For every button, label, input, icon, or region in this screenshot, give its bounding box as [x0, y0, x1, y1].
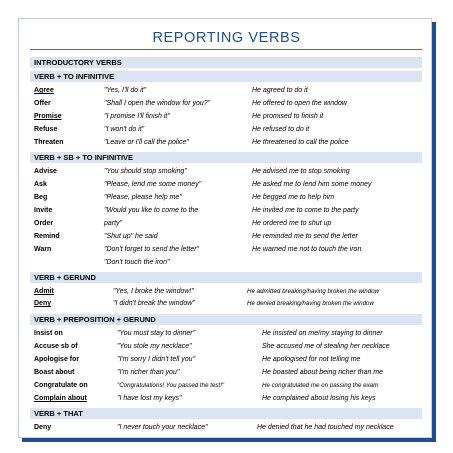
- verb-cell: Ask: [34, 181, 47, 188]
- example-cell: "Would you like to come to the: [104, 207, 199, 214]
- table-row: [0, 204, 453, 217]
- reported-cell: He refused to do it: [252, 126, 310, 133]
- section-heading: VERB + PREPOSITION + GERUND: [34, 315, 156, 324]
- verb-cell: Advise: [34, 168, 57, 175]
- section-heading: VERB + THAT: [34, 409, 83, 418]
- verb-cell: Threaten: [34, 139, 64, 146]
- table-row: [0, 379, 453, 392]
- section-heading: VERB + GERUND: [34, 273, 96, 282]
- reported-cell: He admitted breaking/having broken the window: [247, 288, 380, 295]
- verb-cell: Deny: [34, 300, 52, 307]
- verb-cell: Agree: [34, 87, 54, 94]
- verb-cell: Promise: [34, 113, 62, 120]
- table-row: [0, 191, 453, 204]
- verb-cell: Remind: [34, 233, 60, 240]
- reported-cell: He advised me to stop smoking: [252, 168, 350, 175]
- section-band: [30, 408, 422, 419]
- page-title: REPORTING VERBS: [152, 30, 301, 46]
- verb-cell: Offer: [34, 100, 51, 107]
- table-row: [0, 136, 453, 149]
- table-row: [0, 421, 453, 434]
- reported-cell: He threatened to call the police: [252, 139, 349, 146]
- verb-cell: Boast about: [34, 369, 75, 376]
- table-row: [0, 230, 453, 243]
- section-heading: VERB + SB + TO INFINITIVE: [34, 153, 134, 162]
- example-cell: "Congratulations! You passed the test!": [117, 382, 225, 389]
- reported-cell: He promised to finish it: [252, 113, 324, 120]
- reported-cell: He begged me to help him: [252, 194, 335, 201]
- table-row: [0, 256, 453, 269]
- verb-cell: Congratulate on: [34, 382, 88, 389]
- intro-label: INTRODUCTORY VERBS: [34, 58, 122, 67]
- section-heading: VERB + TO INFINITIVE: [34, 72, 115, 81]
- reported-cell: He agreed to do it: [252, 87, 308, 94]
- verb-cell: Warn: [34, 246, 52, 253]
- table-row: [0, 165, 453, 178]
- reported-cell: He apologised for not telling me: [262, 356, 361, 363]
- reported-cell: He offered to open the window: [252, 100, 347, 107]
- example-cell: "You stole my necklace": [117, 343, 192, 350]
- example-cell: "I won't do it": [104, 126, 145, 133]
- table-row: [0, 84, 453, 97]
- example-cell: "Yes, I broke the window!": [113, 288, 194, 295]
- example-cell: "I'm sorry I didn't tell you": [117, 356, 196, 363]
- example-cell: "I have lost my keys": [117, 395, 182, 402]
- reported-cell: He invited me to come to the party: [252, 207, 359, 214]
- verb-cell: Insist on: [34, 330, 63, 337]
- verb-cell: Admit: [34, 288, 54, 295]
- table-row: [0, 340, 453, 353]
- reported-cell: He warned me not to touch the iron: [252, 246, 362, 253]
- table-row: [0, 97, 453, 110]
- example-cell: "Leave or I'll call the police": [104, 139, 189, 146]
- verb-cell: Refuse: [34, 126, 58, 133]
- verb-cell: Accuse sb of: [34, 343, 78, 350]
- example-cell: party": [104, 220, 123, 227]
- example-cell: "I didn't break the window": [113, 300, 195, 307]
- reported-cell: He congratulated me on passing the exam: [262, 382, 379, 389]
- example-cell: "I never touch your necklace": [117, 424, 208, 431]
- title-divider: [30, 49, 422, 50]
- example-cell: "Shut up" he said: [104, 233, 158, 240]
- table-row: [0, 297, 453, 310]
- verb-cell: Invite: [34, 207, 53, 214]
- example-cell: "You must stay to dinner": [117, 330, 196, 337]
- verb-cell: Complain about: [34, 395, 87, 402]
- example-cell: "Don't forget to send the letter": [104, 246, 200, 253]
- example-cell: "Don't touch the iron": [104, 259, 170, 266]
- table-row: [0, 366, 453, 379]
- table-row: [0, 217, 453, 230]
- verb-cell: Apologise for: [34, 356, 80, 363]
- table-row: [0, 123, 453, 136]
- example-cell: "I promise I'll finish it": [104, 113, 170, 120]
- example-cell: "Please, lend me some money": [104, 181, 202, 188]
- verb-cell: Beg: [34, 194, 48, 201]
- table-row: [0, 353, 453, 366]
- table-row: [0, 110, 453, 123]
- verb-cell: Order: [34, 220, 54, 227]
- example-cell: "You should stop smoking": [104, 168, 187, 175]
- example-cell: "Please, please help me": [104, 194, 182, 201]
- table-row: [0, 327, 453, 340]
- verb-cell: Deny: [34, 424, 52, 431]
- example-cell: "Shall I open the window for you?": [104, 100, 211, 107]
- reported-cell: He denied breaking/having broken the window: [247, 300, 374, 307]
- table-row: [0, 178, 453, 191]
- table-row: [0, 243, 453, 256]
- example-cell: "I'm richer than you": [117, 369, 180, 376]
- example-cell: "Yes, I'll do it": [104, 87, 147, 94]
- reported-cell: He denied that he had touched my necklace: [257, 424, 394, 431]
- reported-cell: He ordered me to shut up: [252, 220, 332, 227]
- reported-cell: He complained about losing his keys: [262, 395, 376, 402]
- reported-cell: He reminded me to send the letter: [252, 233, 358, 240]
- reported-cell: He boasted about being richer than me: [262, 369, 384, 376]
- reported-cell: He insisted on me/my staying to dinner: [262, 330, 383, 337]
- reported-cell: He asked me to lend him some money: [252, 181, 372, 188]
- table-row: [0, 392, 453, 405]
- reported-cell: She accused me of stealing her necklace: [262, 343, 390, 350]
